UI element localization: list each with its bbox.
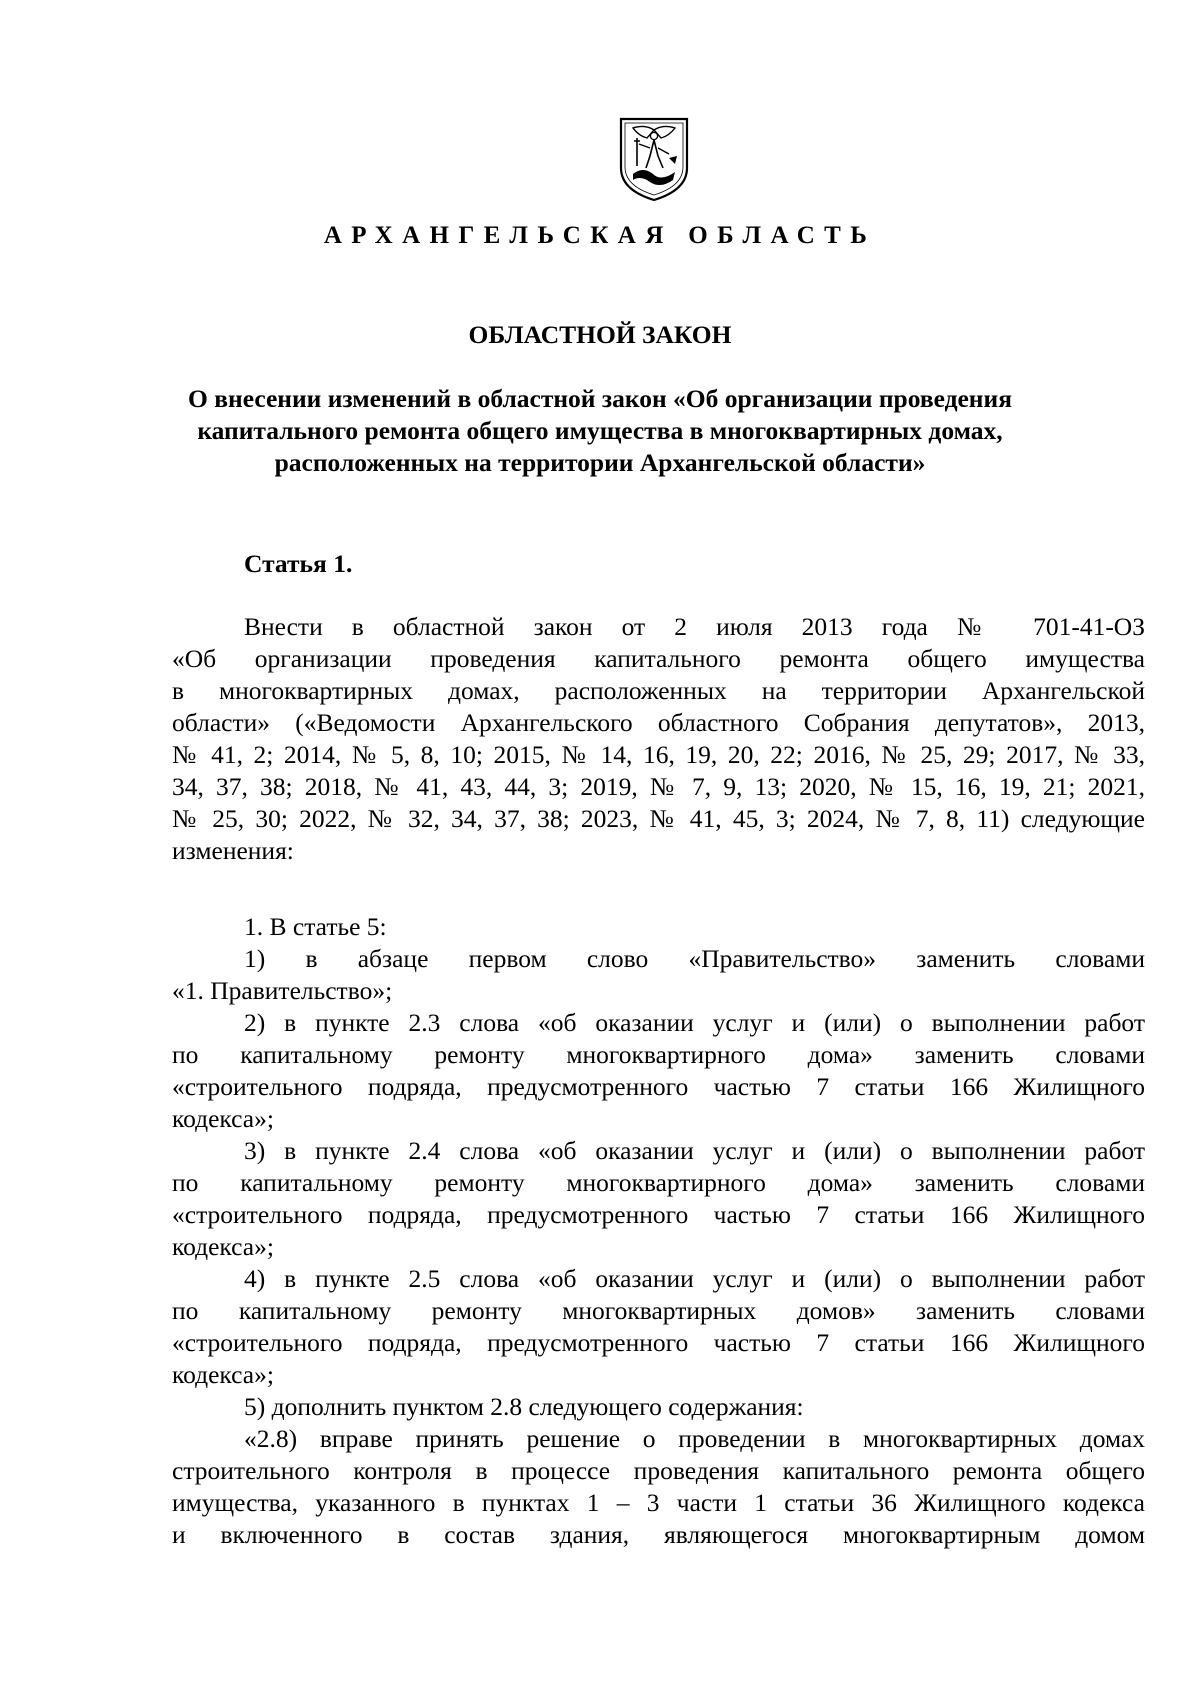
text-line: 34, 37, 38; 2018, № 41, 43, 44, 3; 2019, № 7, 9, 13; 2020, № 15, 16, 19, 21; 2021, bbox=[172, 772, 1145, 801]
text-line: 2) в пункте 2.3 слова «об оказании услуг и (или) о выполнении работ bbox=[244, 1008, 1145, 1037]
text-line: области» («Ведомости Архангельского областного Собрания депутатов», 2013, bbox=[172, 708, 1145, 737]
text-line: и включенного в состав здания, являющегося многоквартирным домом bbox=[172, 1520, 1145, 1549]
text-line: 4) в пункте 2.5 слова «об оказании услуг и (или) о выполнении работ bbox=[244, 1264, 1145, 1293]
region-name: АРХАНГЕЛЬСКАЯ ОБЛАСТЬ bbox=[323, 222, 877, 249]
law-type-heading: ОБЛАСТНОЙ ЗАКОН bbox=[468, 320, 732, 349]
text-line: «2.8) вправе принять решение о проведении в многоквартирных домах bbox=[244, 1424, 1145, 1453]
text-line: «строительного подряда, предусмотренного частью 7 статьи 166 Жилищного bbox=[172, 1328, 1145, 1357]
text-line: Внести в областной закон от 2 июля 2013 года № 701-41-ОЗ bbox=[244, 612, 1145, 641]
text-line: 1. В статье 5: bbox=[244, 912, 387, 941]
text-line: по капитальному ремонту многоквартирного дома» заменить словами bbox=[172, 1040, 1145, 1069]
text-line: «Об организации проведения капитального ремонта общего имущества bbox=[172, 644, 1145, 673]
text-line: кодекса»; bbox=[172, 1232, 274, 1261]
text-line: № 25, 30; 2022, № 32, 34, 37, 38; 2023, № 41, 45, 3; 2024, № 7, 8, 11) следующие bbox=[172, 804, 1145, 833]
text-line: строительного контроля в процессе проведения капитального ремонта общего bbox=[172, 1456, 1145, 1485]
article-heading: Статья 1. bbox=[244, 549, 353, 578]
text-line: 1) в абзаце первом слово «Правительство» заменить словами bbox=[244, 944, 1145, 973]
intro-paragraph bbox=[172, 611, 1145, 867]
text-line: по капитальному ремонту многоквартирного дома» заменить словами bbox=[172, 1168, 1145, 1197]
changes-list bbox=[172, 911, 1145, 1551]
text-line: в многоквартирных домах, расположенных на территории Архангельской bbox=[172, 676, 1145, 705]
text-line: «1. Правительство»; bbox=[172, 976, 393, 1005]
coat-of-arms-emblem-icon bbox=[617, 116, 691, 202]
text-line: «строительного подряда, предусмотренного частью 7 статьи 166 Жилищного bbox=[172, 1072, 1145, 1101]
law-title-line: капитального ремонта общего имущества в многоквартирных домах, bbox=[197, 416, 1003, 445]
text-line: имущества, указанного в пунктах 1 – 3 части 1 статьи 36 Жилищного кодекса bbox=[172, 1488, 1145, 1517]
text-line: по капитальному ремонту многоквартирных домов» заменить словами bbox=[172, 1296, 1145, 1325]
text-line: 5) дополнить пунктом 2.8 следующего содержания: bbox=[244, 1392, 804, 1421]
law-title-line: расположенных на территории Архангельской области» bbox=[274, 448, 926, 477]
text-line: 3) в пункте 2.4 слова «об оказании услуг и (или) о выполнении работ bbox=[244, 1136, 1145, 1165]
law-title-line: О внесении изменений в областной закон «Об организации проведения bbox=[188, 384, 1012, 413]
text-line: № 41, 2; 2014, № 5, 8, 10; 2015, № 14, 16, 19, 20, 22; 2016, № 25, 29; 2017, № 33, bbox=[172, 740, 1145, 769]
law-title bbox=[0, 383, 1200, 479]
text-line: изменения: bbox=[172, 836, 294, 865]
text-line: кодекса»; bbox=[172, 1104, 274, 1133]
text-line: кодекса»; bbox=[172, 1360, 274, 1389]
text-line: «строительного подряда, предусмотренного частью 7 статьи 166 Жилищного bbox=[172, 1200, 1145, 1229]
